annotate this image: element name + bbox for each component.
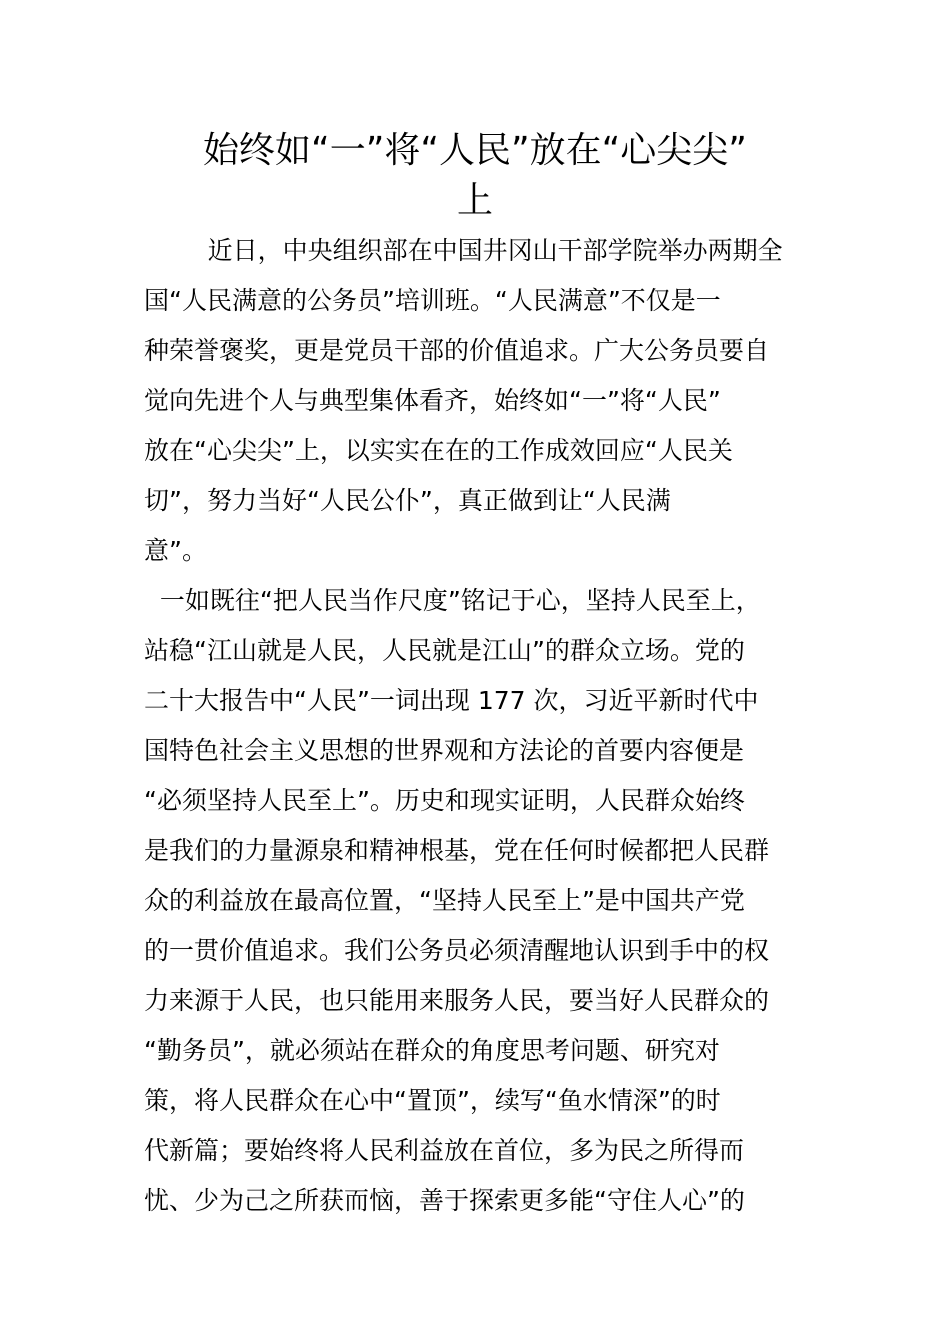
body-line: 国“人民满意的公务员”培训班。“人民满意”不仅是一 [144, 286, 721, 315]
body-line: 意”。 [144, 536, 207, 565]
title-line: 上 [456, 180, 493, 221]
body-line: 策，将人民群众在心中“置顶”，续写“鱼水情深”的时 [144, 1086, 721, 1115]
body-line: 放在“心尖尖”上，以实实在在的工作成效回应“人民关 [144, 436, 733, 465]
body-line: 近日，中央组织部在中国井冈山干部学院举办两期全 [144, 236, 783, 265]
body-line: 切”，努力当好“人民公仆”，真正做到让“人民满 [144, 486, 671, 515]
body-line: 种荣誉褒奖，更是党员干部的价值追求。广大公务员要自 [144, 336, 770, 365]
title-line: 始终如“一”将“人民”放在“心尖尖” [203, 130, 747, 171]
document-body [144, 226, 814, 1226]
body-line: 忧、少为己之所获而恼，善于探索更多能“守住人心”的 [144, 1186, 745, 1215]
body-line: “必须坚持人民至上”。历史和现实证明，人民群众始终 [144, 786, 745, 815]
body-line: 一如既往“把人民当作尺度”铭记于心，坚持人民至上， [144, 586, 761, 615]
body-line: 国特色社会主义思想的世界观和方法论的首要内容便是 [144, 736, 745, 765]
document-title [140, 126, 810, 226]
body-line: 的一贯价值追求。我们公务员必须清醒地认识到手中的权 [144, 936, 770, 965]
body-line: 站稳“江山就是人民，人民就是江山”的群众立场。党的 [144, 636, 745, 665]
body-line: 力来源于人民，也只能用来服务人民，要当好人民群众的 [144, 986, 770, 1015]
body-line: 觉向先进个人与典型集体看齐，始终如“一”将“人民” [144, 386, 721, 415]
body-line: “勤务员”，就必须站在群众的角度思考问题、研究对 [144, 1036, 720, 1065]
body-line: 二十大报告中“人民”一词出现 177 次，习近平新时代中 [144, 686, 759, 715]
body-line: 代新篇；要始终将人民利益放在首位，多为民之所得而 [144, 1136, 745, 1165]
body-line: 是我们的力量源泉和精神根基，党在任何时候都把人民群 [144, 836, 770, 865]
body-line: 众的利益放在最高位置，“坚持人民至上”是中国共产党 [144, 886, 745, 915]
